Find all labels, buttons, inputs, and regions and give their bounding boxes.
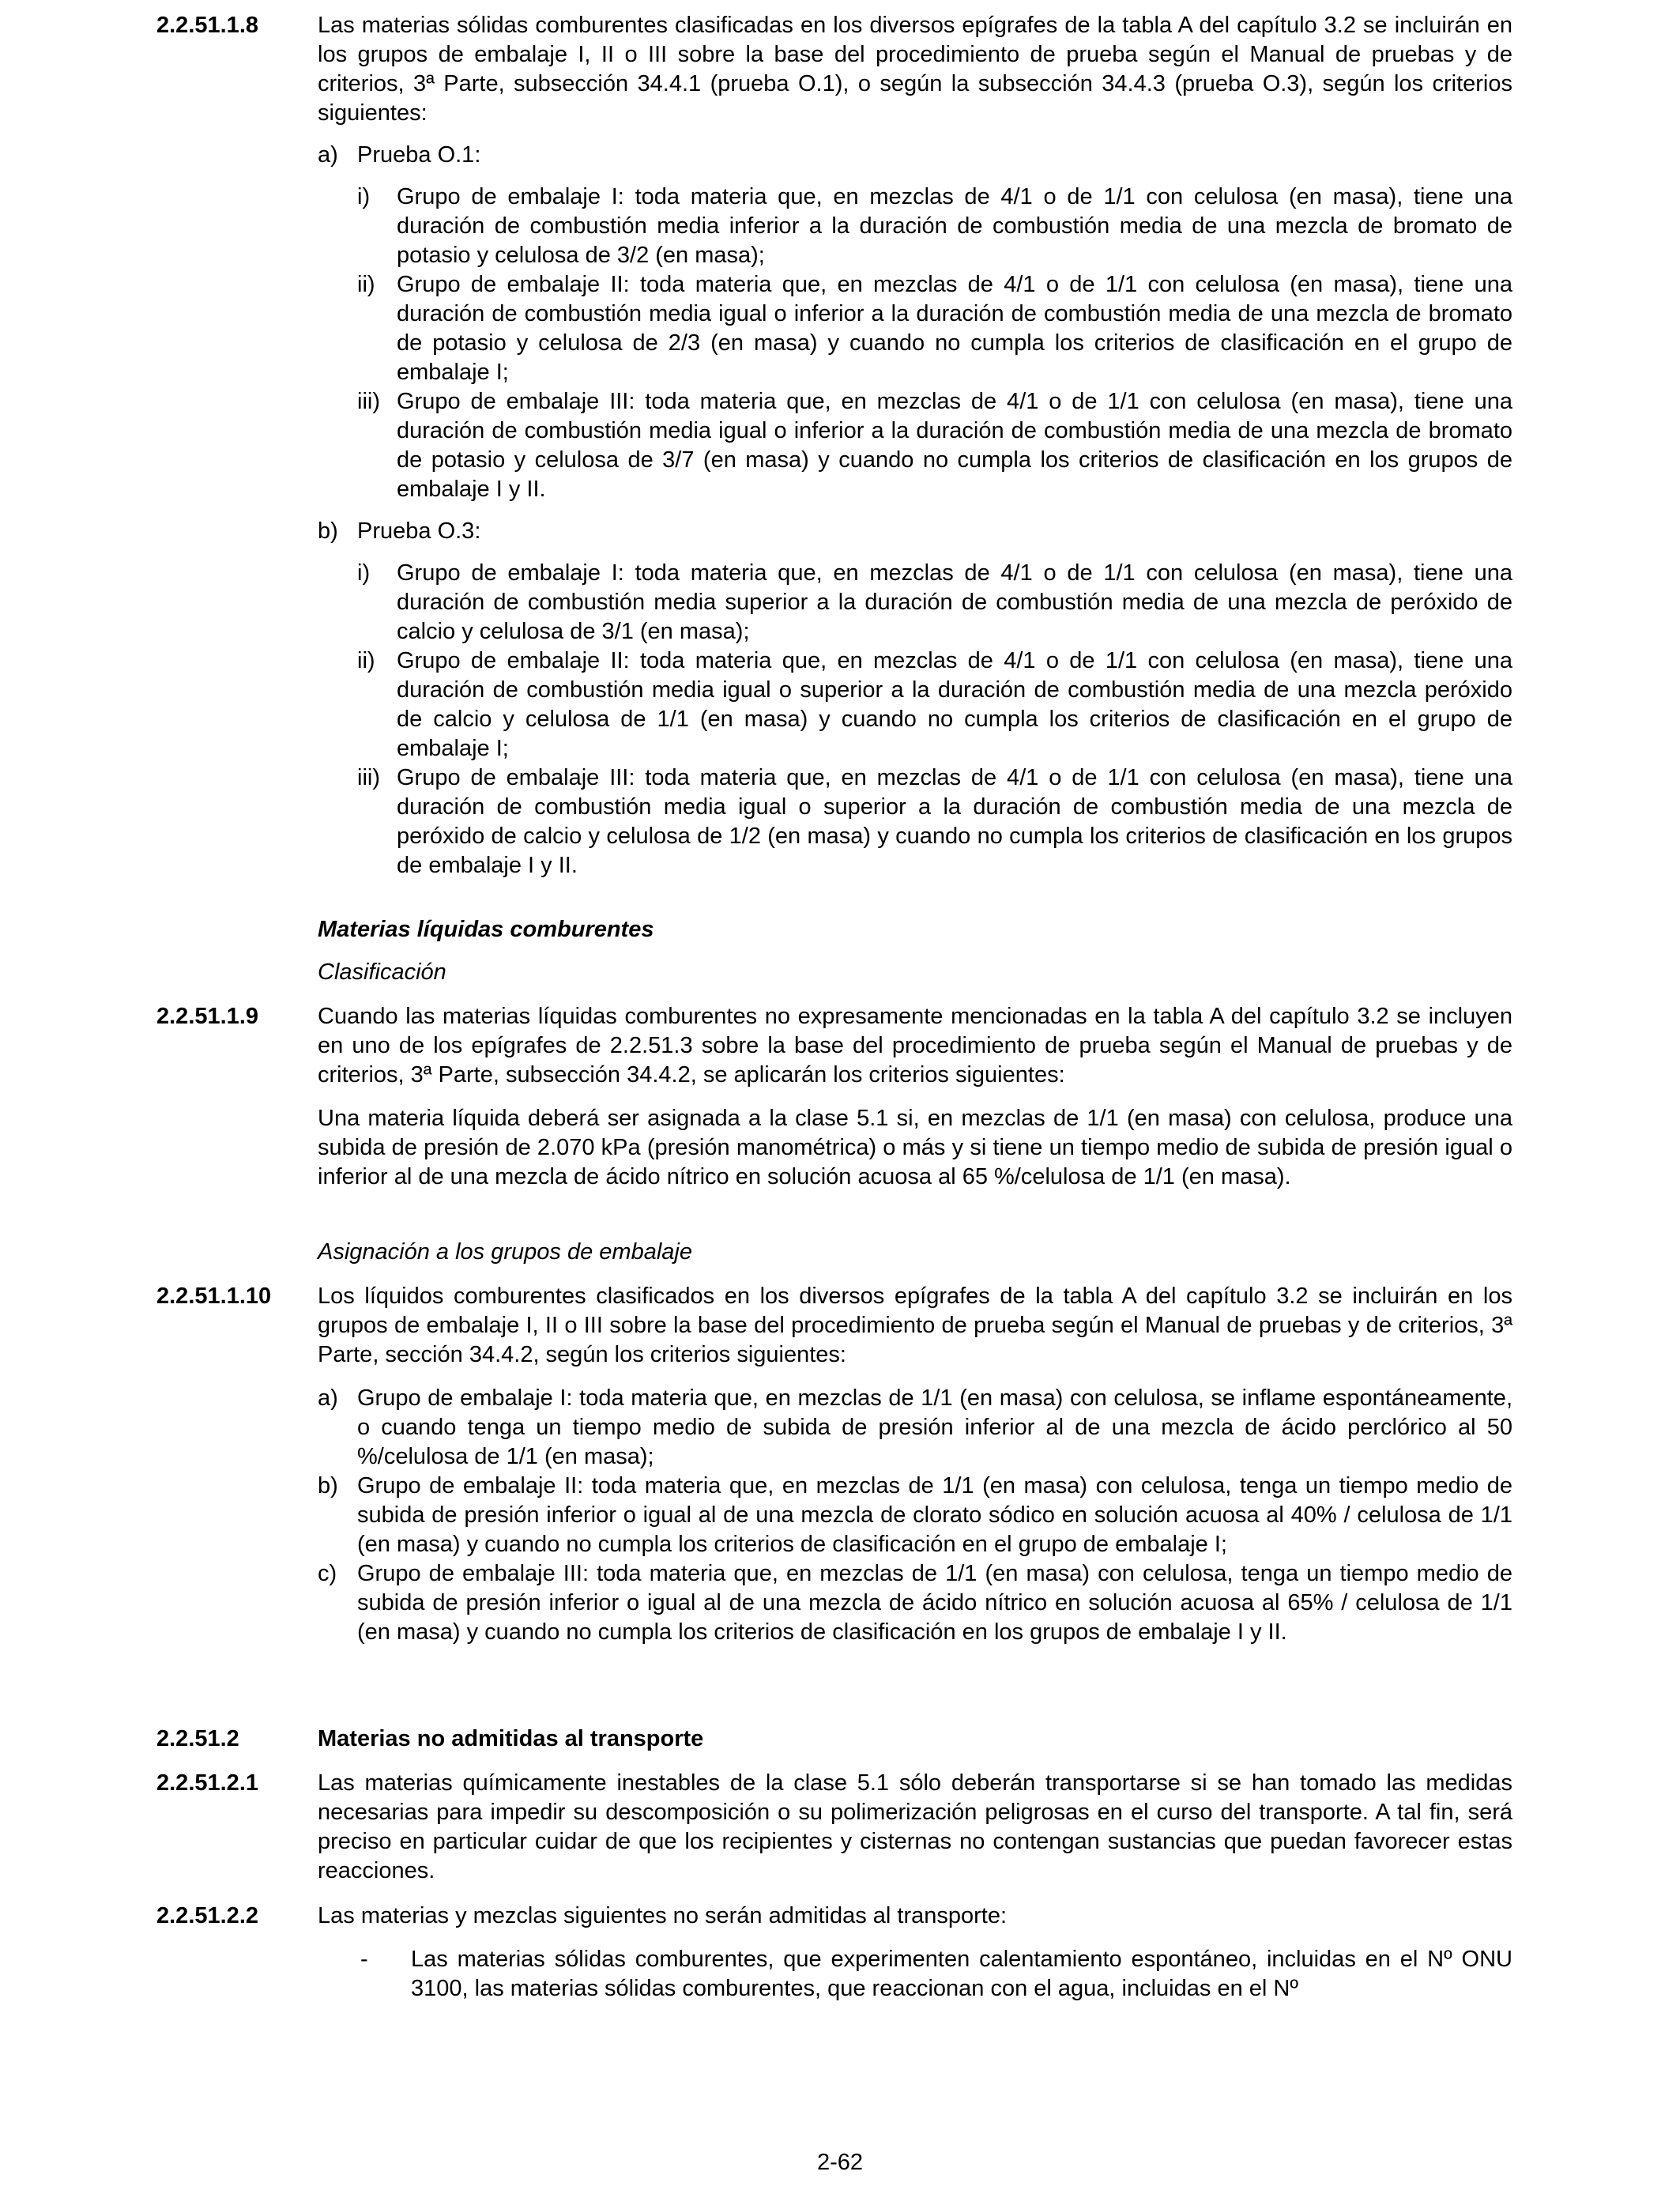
classification-heading: Clasificación — [318, 959, 446, 985]
bullet-item — [360, 1945, 1512, 2004]
sublist-a — [357, 183, 1512, 504]
page-number: 2-62 — [816, 2150, 864, 2175]
section-number: 2.2.51.1.10 — [156, 1284, 272, 1309]
list-item — [357, 183, 1512, 270]
section-number: 2.2.51.1.9 — [156, 1004, 258, 1029]
list-text: Grupo de embalaje I: toda materia que, en mezclas de 4/1 o de 1/1 con celulosa (en masa), tiene una duración de combustión media inferior a la duración de combustión media de una mezcla de bromato de potasio y celulosa de 3/2 (en masa); — [397, 184, 1512, 268]
list-label: c) — [318, 1561, 337, 1586]
section-number: 2.2.51.2.2 — [156, 1903, 258, 1928]
section-number: 2.2.51.1.8 — [156, 13, 258, 38]
bullet-dash: - — [360, 1947, 368, 1972]
list-item — [357, 270, 1512, 387]
section-paragraph: Cuando las materias líquidas comburentes no expresamente mencionadas en la tabla A del capítulo 3.2 se incluyen en uno de los epígrafes de 2.2.51.3 sobre la base del procedimiento de prueba según el Manual de pruebas y de criterios, 3ª Parte, subsección 34.4.2, se aplicarán los criterios siguientes: — [318, 1004, 1512, 1088]
section-paragraph: Las materias químicamente inestables de la clase 5.1 sólo deberán transportarse si se han tomado las medidas necesarias para impedir su descomposición o su polimerización peligrosas en el curso del transporte. A tal fin, será preciso en particular cuidar de que los recipientes y cisternas no contengan sustancias que puedan favorecer estas reacciones. — [318, 1770, 1512, 1883]
section-intro: Las materias sólidas comburentes clasificadas en los diversos epígrafes de la tabla A del capítulo 3.2 se incluirán en los grupos de embalaje I, II o III sobre la base del procedimiento de prueba según el Manual de pruebas y de criterios, 3ª Parte, subsección 34.4.1 (prueba O.1), o según la subsección 34.4.3 (prueba O.3), según los criterios siguientes: — [318, 13, 1512, 126]
list-label: iii) — [357, 765, 380, 790]
list-label: i) — [357, 184, 371, 209]
list-text: Grupo de embalaje III: toda materia que, en mezclas de 4/1 o de 1/1 con celulosa (en masa), tiene una duración de combustión media igual o superior a la duración de combustión media de una mezcla de peróxido de calcio y celulosa de 1/2 (en masa) y cuando no cumpla los criterios de clasificación en los grupos de embalaje I y II. — [397, 765, 1512, 878]
list-text: Grupo de embalaje III: toda materia que, en mezclas de 1/1 (en masa) con celulosa, tenga un tiempo medio de subida de presión inferior o igual al de una mezcla de ácido nítrico en solución acuosa al 65% / celulosa de 1/1 (en masa) y cuando no cumpla los criterios de clasificación en los grupos de embalaje I y II. — [357, 1561, 1512, 1645]
criteria-list — [318, 1384, 1512, 1647]
liquids-heading: Materias líquidas comburentes — [318, 917, 654, 942]
assignment-heading: Asignación a los grupos de embalaje — [318, 1239, 692, 1265]
section-number: 2.2.51.2.1 — [156, 1770, 258, 1796]
list-item — [357, 763, 1512, 880]
list-item — [357, 559, 1512, 647]
list-label: b) — [318, 518, 338, 544]
list-label: i) — [357, 560, 371, 586]
section-number: 2.2.51.2 — [156, 1726, 239, 1751]
list-label: a) — [318, 1385, 338, 1411]
list-label: b) — [318, 1473, 338, 1498]
list-item — [357, 387, 1512, 504]
test-title: Prueba O.3: — [357, 518, 481, 544]
list-label: a) — [318, 142, 338, 168]
list-item-a — [318, 141, 1512, 170]
section-title: Materias no admitidas al transporte — [318, 1726, 704, 1751]
test-title: Prueba O.1: — [357, 142, 481, 168]
list-label: ii) — [357, 272, 375, 297]
sublist-b — [357, 559, 1512, 880]
list-text: Grupo de embalaje III: toda materia que, en mezclas de 4/1 o de 1/1 con celulosa (en masa), tiene una duración de combustión media igual o inferior a la duración de combustión media de una mezcla de bromato de potasio y celulosa de 3/7 (en masa) y cuando no cumpla los criterios de clasificación en los grupos de embalaje I y II. — [397, 389, 1512, 502]
list-text: Grupo de embalaje II: toda materia que, en mezclas de 4/1 o de 1/1 con celulosa (en masa), tiene una duración de combustión media igual o inferior a la duración de combustión media de una mezcla de bromato de potasio y celulosa de 2/3 (en masa) y cuando no cumpla los criterios de clasificación en el grupo de embalaje I; — [397, 272, 1512, 385]
list-item — [318, 1559, 1512, 1647]
list-text: Grupo de embalaje I: toda materia que, en mezclas de 4/1 o de 1/1 con celulosa (en masa), tiene una duración de combustión media superior a la duración de combustión media de una mezcla de peróxido de calcio y celulosa de 3/1 (en masa); — [397, 560, 1512, 644]
list-label: iii) — [357, 389, 380, 414]
list-text: Grupo de embalaje II: toda materia que, en mezclas de 1/1 (en masa) con celulosa, tenga un tiempo medio de subida de presión inferior o igual al de una mezcla de clorato sódico en solución acuosa al 40% / celulosa de 1/1 (en masa) y cuando no cumpla los criterios de clasificación en el grupo de embalaje I; — [357, 1473, 1512, 1557]
bullet-text: Las materias sólidas comburentes, que experimenten calentamiento espontáneo, incluidas en el Nº ONU 3100, las materias sólidas comburentes, que reaccionan con el agua, incluidas en el Nº — [411, 1947, 1512, 2001]
list-item-b — [318, 517, 1512, 546]
section-paragraph: Las materias y mezclas siguientes no serán admitidas al transporte: — [318, 1903, 1008, 1928]
section-intro: Los líquidos comburentes clasificados en los diversos epígrafes de la tabla A del capítulo 3.2 se incluirán en los grupos de embalaje I, II o III sobre la base del procedimiento de prueba según el Manual de pruebas y de criterios, 3ª Parte, sección 34.4.2, según los criterios siguientes: — [318, 1284, 1512, 1367]
list-item — [318, 1472, 1512, 1559]
list-item — [357, 647, 1512, 763]
list-label: ii) — [357, 648, 375, 673]
list-text: Grupo de embalaje I: toda materia que, en mezclas de 1/1 (en masa) con celulosa, se inflame espontáneamente, o cuando tenga un tiempo medio de subida de presión inferior al de una mezcla de ácido perclórico al 50 %/celulosa de 1/1 (en masa); — [357, 1385, 1512, 1469]
section-paragraph: Una materia líquida deberá ser asignada a la clase 5.1 si, en mezclas de 1/1 (en masa) con celulosa, produce una subida de presión de 2.070 kPa (presión manométrica) o más y si tiene un tiempo medio de subida de presión igual o inferior al de una mezcla de ácido nítrico en solución acuosa al 65 %/celulosa de 1/1 (en masa). — [318, 1106, 1512, 1189]
list-item — [318, 1384, 1512, 1472]
list-text: Grupo de embalaje II: toda materia que, en mezclas de 4/1 o de 1/1 con celulosa (en masa), tiene una duración de combustión media igual o superior a la duración de combustión media de una mezcla peróxido de calcio y celulosa de 1/1 (en masa) y cuando no cumpla los criterios de clasificación en el grupo de embalaje I; — [397, 648, 1512, 761]
